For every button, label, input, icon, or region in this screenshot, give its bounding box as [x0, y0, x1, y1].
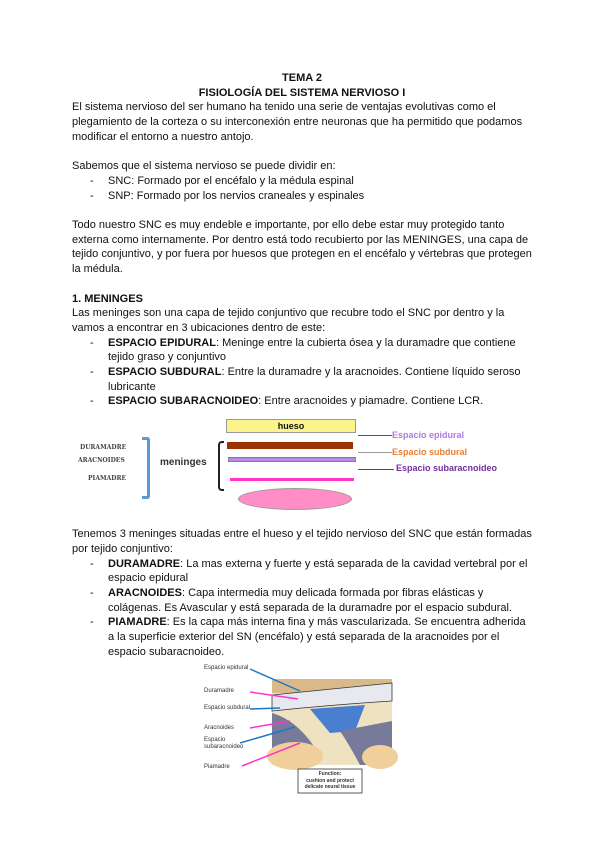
layers-intro: Tenemos 3 meninges situadas entre el hueso y el tejido nervioso del SNC que están formadas por tejido conjuntivo: [72, 528, 532, 555]
list-item: - SNC: Formado por el encéfalo y la médula espinal [72, 174, 532, 189]
brace [218, 441, 224, 491]
meninges-intro: Las meninges son una capa de tejido conjuntivo que recubre todo el SNC por dentro y la vamos a encontrar en 3 ubicaciones dentro de este: [72, 307, 505, 334]
page-title: FISIOLOGÍA DEL SISTEMA NERVIOSO I [198, 86, 406, 99]
intro-paragraph: El sistema nervioso del ser humano ha tenido una serie de ventajas evolutivas como el plegamiento de la corteza o su interconexión entre neuronas que ha permitido que podamos modificar el entorno a nuestro antojo. [72, 101, 523, 143]
list-item: - ESPACIO SUBDURAL: Entre la duramadre y la aracnoides. Contiene líquido seroso lubricante [72, 365, 532, 394]
list-item: - DURAMADRE: La mas externa y fuerte y está separada de la cavidad vertebral por el espacio epidural [72, 557, 532, 586]
division-lead: Sabemos que el sistema nervioso se puede dividir en: [72, 160, 336, 173]
list-item: - SNP: Formado por los nervios craneales y espinales [72, 189, 532, 204]
list-item: - ARACNOIDES: Capa intermedia muy delicada formada por fibras elásticas y colágenas. Es Avascular y está separada de la duramadre por el espacio subdural. [72, 586, 532, 615]
bracket [142, 437, 150, 499]
section-heading: 1. MENINGES [72, 292, 143, 305]
list-item: - ESPACIO EPIDURAL: Meninge entre la cubierta ósea y la duramadre que contiene tejido graso y conjuntivo [72, 336, 532, 365]
bone-bar: hueso [226, 419, 356, 433]
meninges-diagram: DURAMADRE ARACNOIDES PIAMADRE meninges hueso Espacio epidural Espacio subdural Espacio subaracnoideo [72, 415, 532, 519]
list-item: - PIAMADRE: Es la capa más interna fina y más vascularizada. Se encuentra adherida a la superficie exterior del SN (encéfalo) y está separada de la aracnoides por el espacio subaracnoideo. [72, 615, 532, 659]
meninges-illustration: Espacio epidural Duramadre Espacio subdural Aracnoides Espacio subaracnoideo Piamadre Function: cushion and protect delicate neural tissue [190, 661, 410, 797]
protection-paragraph: Todo nuestro SNC es muy endeble e importante, por ello debe estar muy protegido tanto externa como internamente. Por dentro está todo recubierto por las MENINGES, una capa de tejido conjuntivo, y por fuera por huesos que protegen en el encéfalo y vértebras que protegen la médula. [72, 219, 532, 276]
topic: TEMA 2 [282, 72, 322, 84]
list-item: - ESPACIO SUBARACNOIDEO: Entre aracnoides y piamadre. Contiene LCR. [72, 394, 532, 409]
